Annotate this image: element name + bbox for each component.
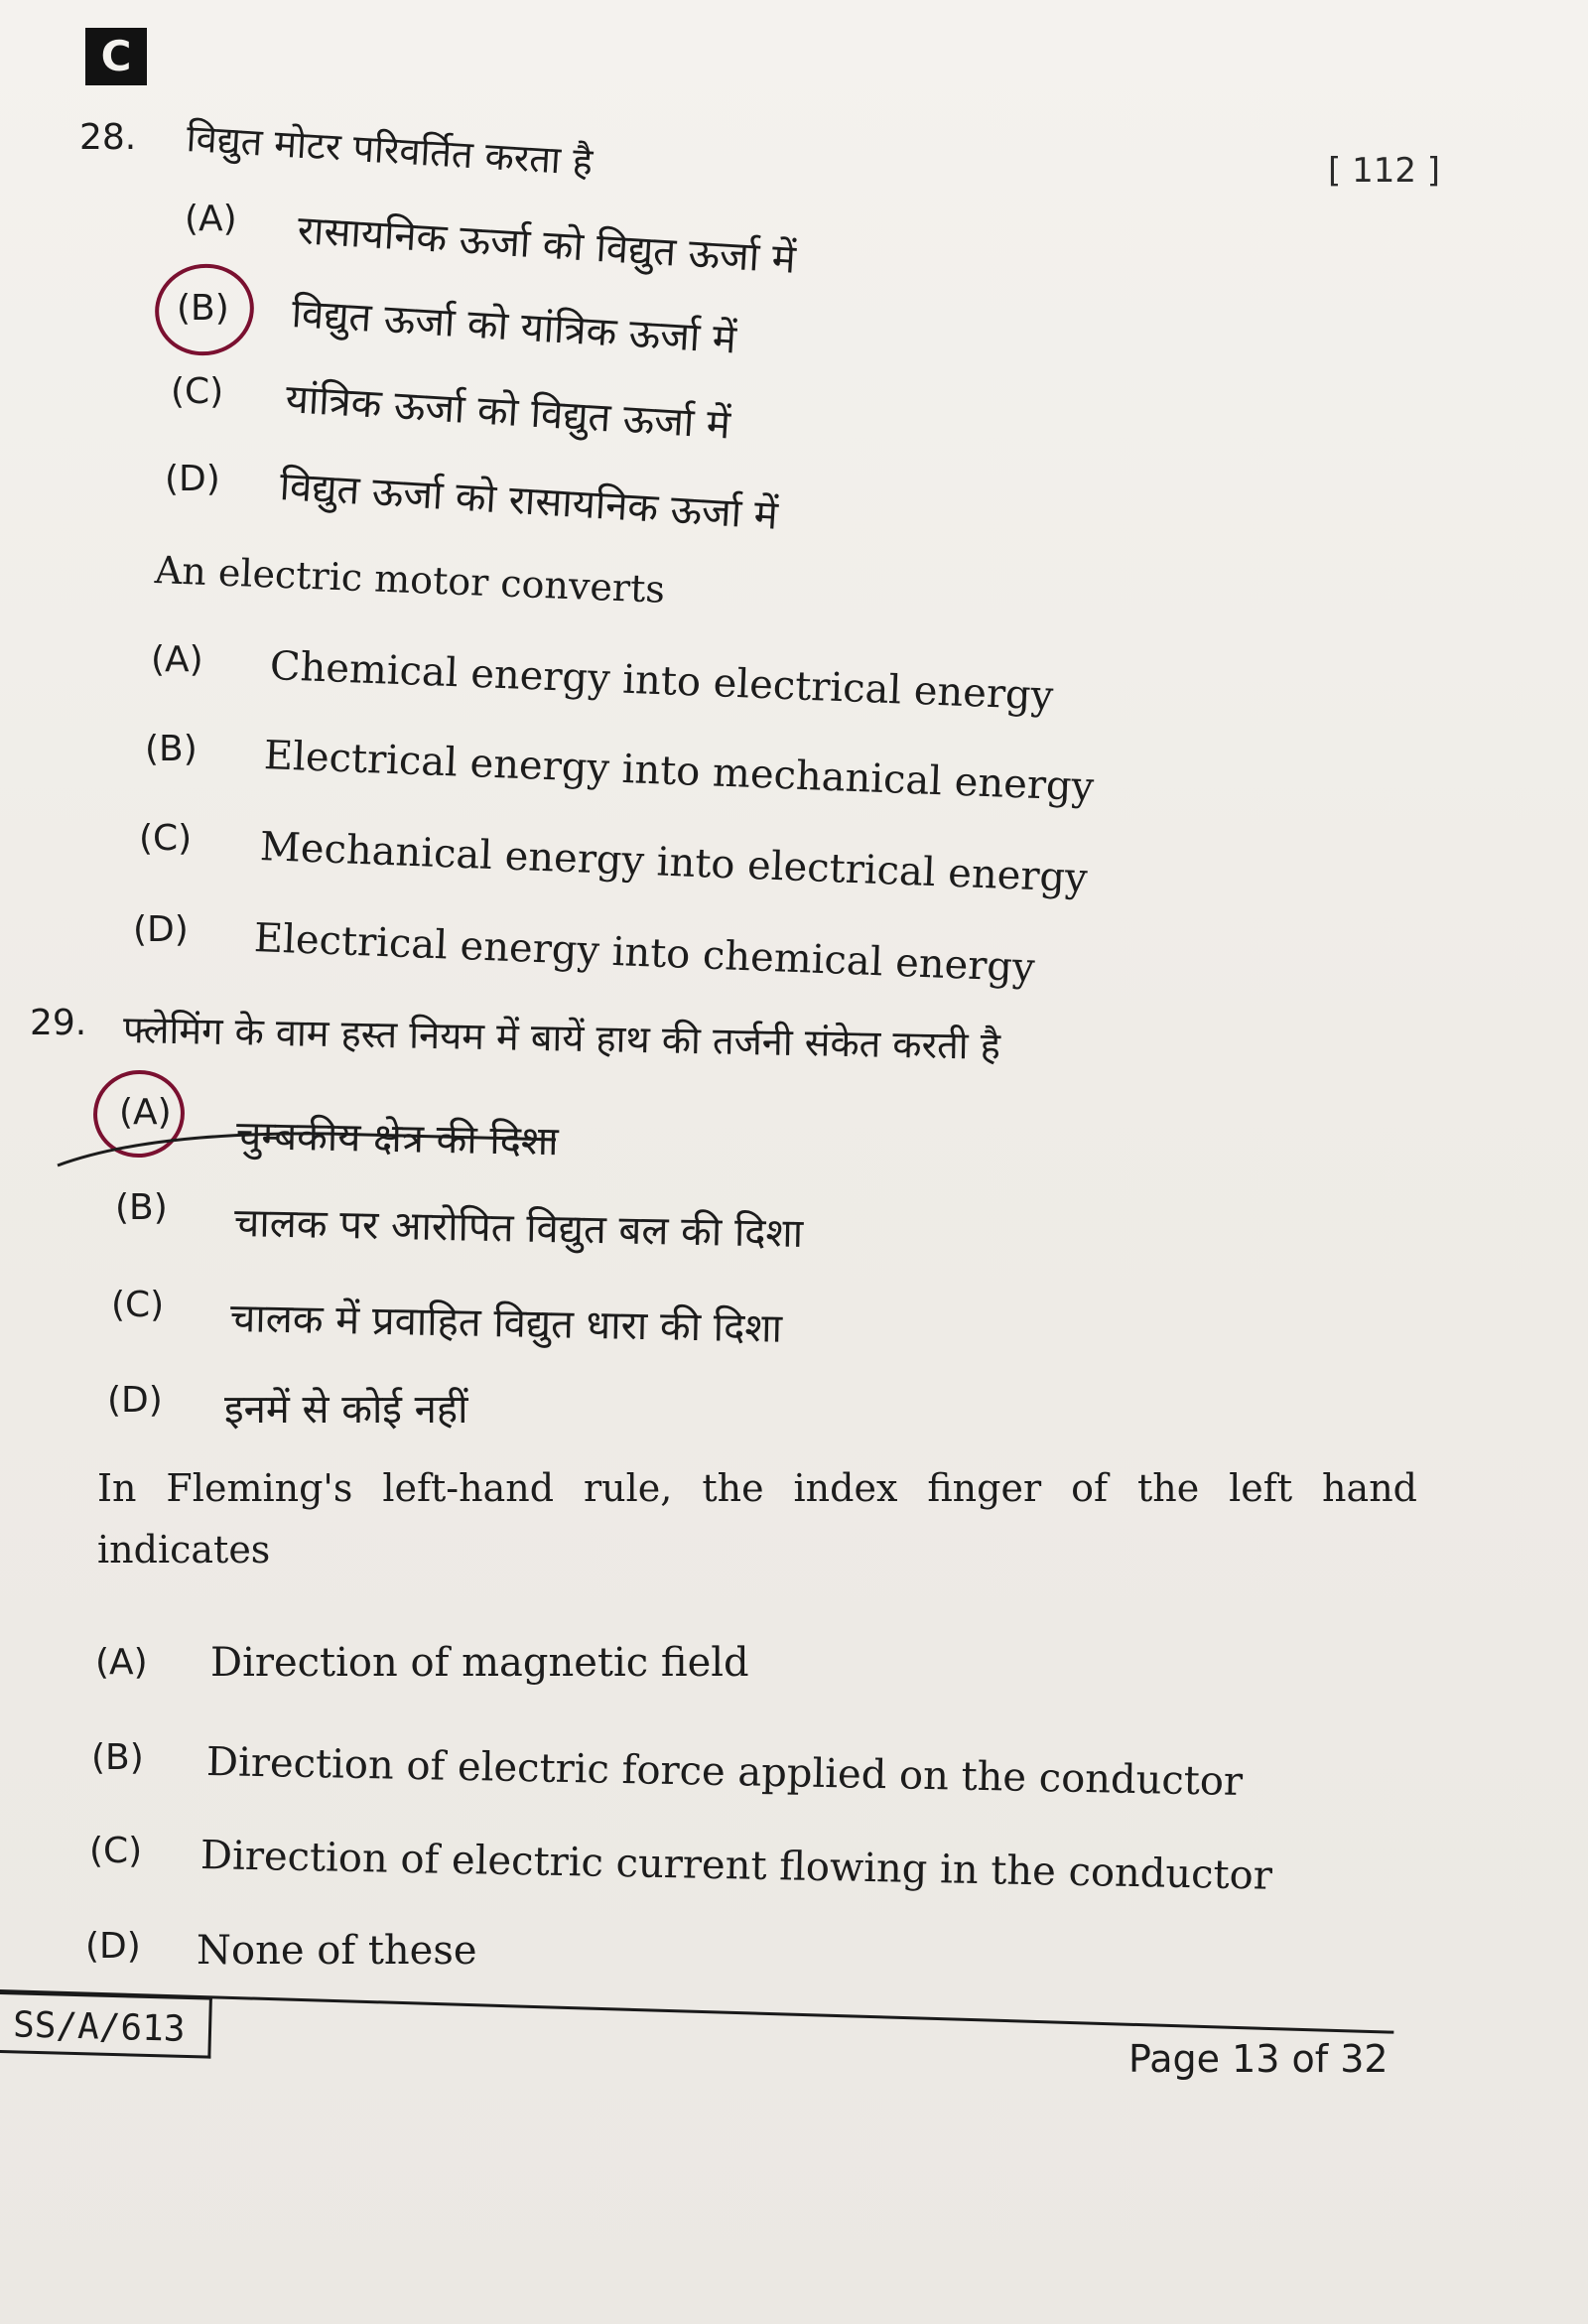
q28-english-option-b-label: (B) bbox=[145, 729, 198, 769]
q28-english-option-a-label: (A) bbox=[151, 639, 203, 680]
q28-hindi-option-c: यांत्रिक ऊर्जा को विद्युत ऊर्जा में bbox=[284, 376, 732, 449]
question-29-hindi-stem: फ्लेमिंग के वाम हस्त नियम में बायें हाथ की तर्जनी संकेत करती है bbox=[122, 1008, 1001, 1068]
q29-hindi-option-d: इनमें से कोई नहीं bbox=[224, 1387, 468, 1433]
q29-hindi-option-d-label: (D) bbox=[107, 1380, 163, 1421]
q28-hindi-option-d: विद्युत ऊर्जा को रासायनिक ऊर्जा में bbox=[278, 464, 779, 539]
q28-hindi-option-a-label: (A) bbox=[185, 199, 237, 239]
q29-english-option-b-label: (B) bbox=[91, 1737, 144, 1778]
q28-hindi-option-b: विद्युत ऊर्जा को यांत्रिक ऊर्जा में bbox=[290, 291, 738, 363]
q28-hindi-option-b-label: (B) bbox=[177, 288, 229, 329]
question-28-number: 28. bbox=[79, 117, 137, 158]
q28-english-option-d-label: (D) bbox=[133, 909, 189, 950]
paper-code: [ 112 ] bbox=[1328, 151, 1441, 191]
footer-code: SS/A/613 bbox=[0, 1991, 212, 2059]
q29-hindi-option-c-label: (C) bbox=[111, 1285, 165, 1325]
q28-hindi-option-a: रासायनिक ऊर्जा को विद्युत ऊर्जा में bbox=[296, 207, 797, 283]
q29-hindi-option-c: चालक में प्रवाहित विद्युत धारा की दिशा bbox=[229, 1296, 783, 1352]
q28-hindi-option-c-label: (C) bbox=[171, 371, 224, 412]
q29-hindi-option-a: चुम्बकीय क्षेत्र की दिशा bbox=[235, 1113, 560, 1165]
q29-hindi-option-a-label: (A) bbox=[119, 1092, 172, 1133]
q29-english-option-c-label: (C) bbox=[89, 1831, 143, 1871]
question-28-hindi-stem: विद्युत मोटर परिवर्तित करता है bbox=[185, 116, 595, 185]
q29-english-option-a-label: (A) bbox=[95, 1642, 148, 1683]
q29-english-option-b: Direction of electric force applied on the conductor bbox=[205, 1739, 1244, 1806]
q28-english-option-c: Mechanical energy into electrical energy bbox=[259, 824, 1089, 902]
question-29-english-stem: In Fleming's left-hand rule, the index finger of the left hand indicates bbox=[97, 1466, 1417, 1572]
q29-english-option-d-label: (D) bbox=[85, 1926, 141, 1967]
q29-hindi-option-b: चालक पर आरोपित विद्युत बल की दिशा bbox=[233, 1200, 804, 1258]
footer-page-number: Page 13 of 32 bbox=[1128, 2037, 1389, 2081]
q28-english-option-c-label: (C) bbox=[139, 818, 193, 859]
q28-hindi-option-d-label: (D) bbox=[165, 459, 220, 499]
q28-english-option-b: Electrical energy into mechanical energy bbox=[263, 733, 1096, 811]
question-28-english-stem: An electric motor converts bbox=[154, 548, 666, 612]
q29-hindi-option-b-label: (B) bbox=[115, 1187, 168, 1228]
q29-english-option-d: None of these bbox=[197, 1928, 477, 1974]
q28-english-option-d: Electrical energy into chemical energy bbox=[253, 915, 1036, 992]
q29-english-option-a: Direction of magnetic field bbox=[210, 1640, 749, 1686]
q28-english-option-a: Chemical energy into electrical energy bbox=[269, 643, 1055, 720]
question-29-number: 29. bbox=[30, 1003, 87, 1043]
q29-english-option-c: Direction of electric current flowing in the conductor bbox=[199, 1833, 1273, 1899]
section-badge: C bbox=[85, 28, 147, 85]
